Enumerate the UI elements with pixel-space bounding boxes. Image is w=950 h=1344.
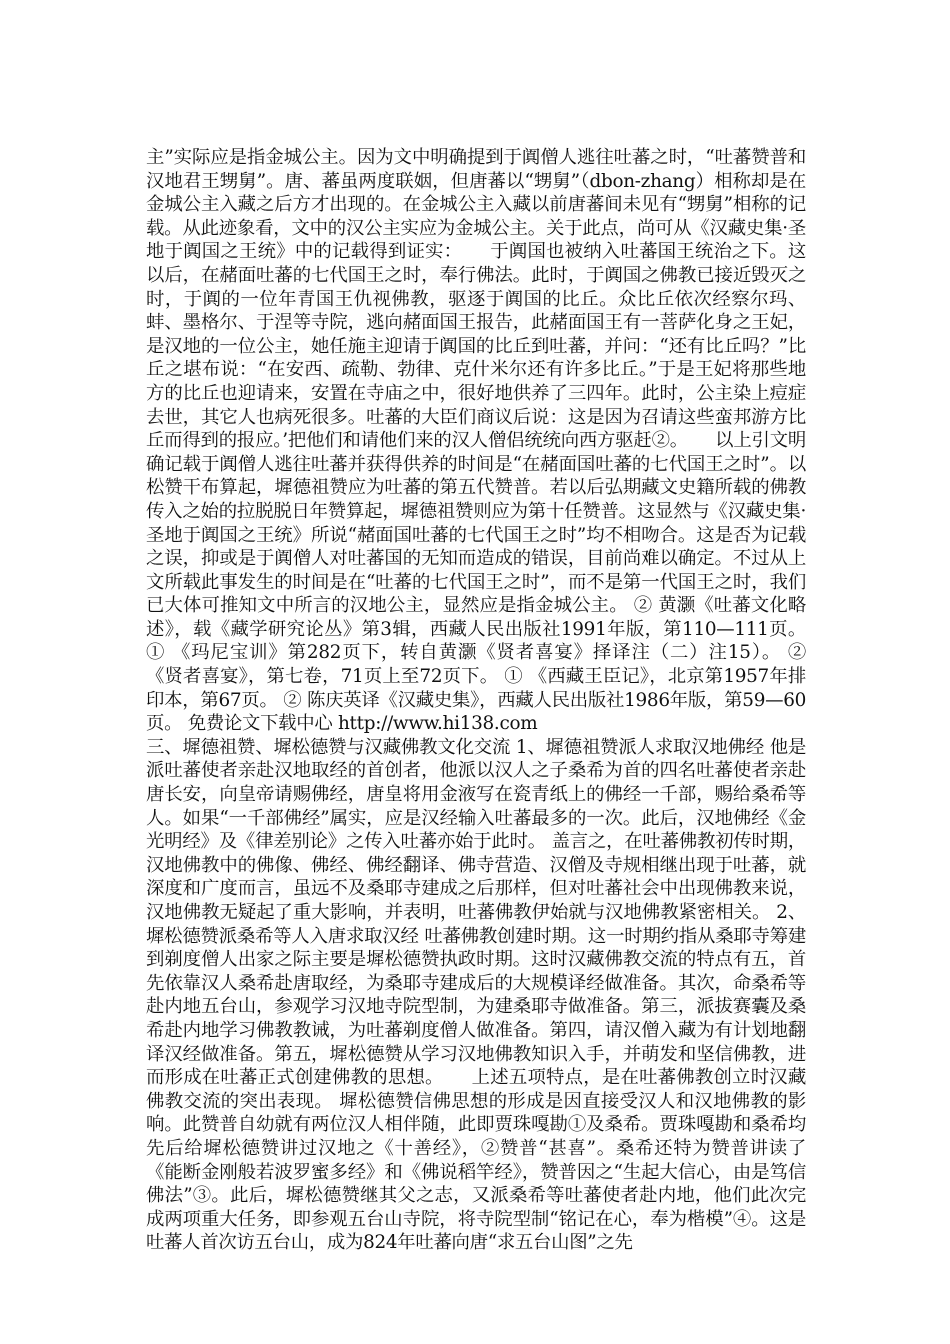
document-page (146, 146, 806, 1255)
body-paragraph-1: 主”实际应是指金城公主。因为文中明确提到于阗僧人逃往吐蕃之时，“吐蕃赞普和汉地君王甥舅”。唐、蕃虽两度联姻，但唐蕃以“甥舅”（dbon-zhang）相称却是在金城公主入藏之后方才出现的。在金城公主入藏以前唐蕃间未见有“甥舅”相称的记载。从此迹象看，文中的汉公主实应为金城公主。关于此点，尚可从《汉藏史集·圣地于阗国之王统》中的记载得到证实： 于阗国也被纳入吐蕃国王统治之下。这以后，在赭面吐蕃的七代国王之时，奉行佛法。此时，于阗国之佛教已接近毁灭之时，于阗的一位年青国王仇视佛教，驱逐于阗国的比丘。众比丘依次经察尔玛、蚌、墨格尔、于涅等寺院，逃向赭面国王报告，此赭面国王有一菩萨化身之王妃，是汉地的一位公主，她任施主迎请于阗国的比丘到吐蕃，并问：“还有比丘吗？”比丘之堪布说：“在安西、疏勒、勃律、克什米尔还有许多比丘。”于是王妃将那些地方的比丘也迎请来，安置在寺庙之中，很好地供养了三四年。此时，公主染上痘症去世，其它人也病死很多。吐蕃的大臣们商议后说：这是因为召请这些蛮邦游方比丘而得到的报应。’把他们和请他们来的汉人僧侣统统向西方驱赶②。 以上引文明确记载于阗僧人逃往吐蕃并获得供养的时间是“在赭面国吐蕃的七代国王之时”。以松赞干布算起，墀德祖赞应为吐蕃的第五代赞普。若以后弘期藏文史籍所载的佛教传入之始的拉脱脱日年赞算起，墀德祖赞则应为第十任赞普。这显然与《汉藏史集·圣地于阗国之王统》所说“赭面国吐蕃的七代国王之时”均不相吻合。这是否为记载之误，抑或是于阗僧人对吐蕃国的无知而造成的错误，目前尚难以确定。不过从上文所载此事发生的时间是在“吐蕃的七代国王之时”，而不是第一代国王之时，我们已大体可推知文中所言的汉地公主，显然应是指金城公主。 ② 黄灏《吐蕃文化略述》，载《藏学研究论丛》第3辑，西藏人民出版社1991年版，第110—111页。 ① 《玛尼宝训》第282页下，转自黄灏《贤者喜宴》择译注（二）注15）。 ② 《贤者喜宴》，第七卷，71页上至72页下。 ① 《西藏王臣记》，北京第1957年排印本，第67页。 ② 陈庆英译《汉藏史集》，西藏人民出版社1986年版，第59—60页。 免费论文下载中心 http://www.hi138.com (146, 147, 806, 735)
body-paragraph-2: 三、墀德祖赞、墀松德赞与汉藏佛教文化交流 1、墀德祖赞派人求取汉地佛经 他是派吐蕃使者亲赴汉地取经的首创者，他派以汉人之子桑希为首的四名吐蕃使者亲赴唐长安，向皇帝请赐佛经，唐皇将用金液写在瓷青纸上的佛经一千部，赐给桑希等人。如果“一千部佛经”属实，应是汉经输入吐蕃最多的一次。此后，汉地佛经《金光明经》及《律差别论》之传入吐蕃亦始于此时。 盖言之，在吐蕃佛教初传时期，汉地佛教中的佛像、佛经、佛经翻译、佛寺营造、汉僧及寺规相继出现于吐蕃，就深度和广度而言，虽远不及桑耶寺建成之后那样，但对吐蕃社会中出现佛教来说，汉地佛教无疑起了重大影响，并表明，吐蕃佛教伊始就与汉地佛教紧密相关。 2、墀松德赞派桑希等人入唐求取汉经 吐蕃佛教创建时期。这一时期约指从桑耶寺筹建到剃度僧人出家之际主要是墀松德赞执政时期。这时汉藏佛教交流的特点有五，首先依靠汉人桑希赴唐取经，为桑耶寺建成后的大规模译经做准备。其次，命桑希等赴内地五台山，参观学习汉地寺院型制，为建桑耶寺做准备。第三，派拔赛囊及桑希赴内地学习佛教教诫，为吐蕃剃度僧人做准备。第四，请汉僧入藏为有计划地翻译汉经做准备。第五，墀松德赞从学习汉地佛教知识入手，并萌发和坚信佛教，进而形成在吐蕃正式创建佛教的思想。 上述五项特点，是在吐蕃佛教创立时汉藏佛教交流的突出表现。 墀松德赞信佛思想的形成是因直接受汉人和汉地佛教的影响。此赞普自幼就有两位汉人相伴随，此即贾珠嘎勘①及桑希。贾珠嘎勘和桑希均先后给墀松德赞讲过汉地之《十善经》，②赞普“甚喜”。桑希还特为赞普讲读了《能断金刚般若波罗蜜多经》和《佛说稻竿经》，赞普因之“生起大信心，由是笃信佛法”③。此后，墀松德赞继其父之志，又派桑希等吐蕃使者赴内地，他们此次完成两项重大任务，即参观五台山寺院，将寺院型制“铭记在心，奉为楷模”④。这是吐蕃人首次访五台山，成为824年吐蕃向唐“求五台山图”之先 (146, 736, 806, 1254)
